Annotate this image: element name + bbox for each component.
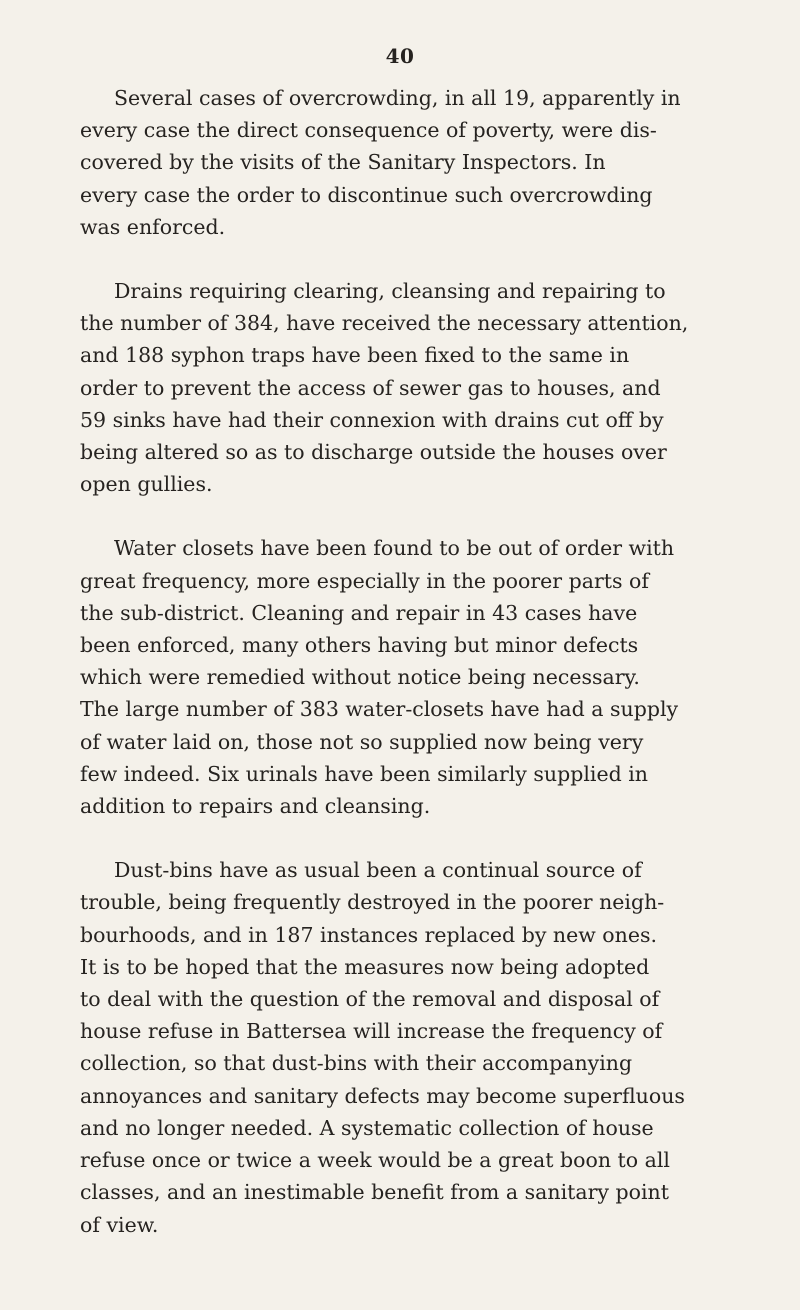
text-line: of water laid on, those not so supplied now being very — [80, 729, 644, 754]
text-line: great frequency, more especially in the poorer parts of — [80, 568, 649, 593]
text-line: covered by the visits of the Sanitary Inspectors. In — [80, 150, 606, 175]
paragraph-water-closets — [80, 532, 740, 822]
text-line: being altered so as to discharge outside the houses over — [80, 440, 667, 465]
text-line: Water closets have been found to be out of order with — [114, 536, 675, 561]
text-line: The large number of 383 water-closets have had a supply — [80, 697, 679, 722]
text-line: 59 sinks have had their connexion with drains cut off by — [80, 407, 664, 432]
text-line: house refuse in Battersea will increase the frequency of — [80, 1019, 663, 1044]
text-line: and 188 syphon traps have been fixed to the same in — [80, 343, 630, 368]
text-line: Drains requiring clearing, cleansing and repairing to — [114, 279, 666, 304]
text-line: It is to be hoped that the measures now being adopted — [80, 954, 650, 979]
text-line: and no longer needed. A systematic collection of house — [80, 1115, 654, 1140]
body-text — [80, 82, 740, 1273]
text-line: the number of 384, have received the necessary attention, — [80, 311, 689, 336]
text-line: been enforced, many others having but minor defects — [80, 633, 639, 658]
text-line: every case the direct consequence of poverty, were dis- — [80, 118, 657, 143]
text-line: trouble, being frequently destroyed in the poorer neigh- — [80, 890, 665, 915]
text-line: few indeed. Six urinals have been similarly supplied in — [80, 761, 649, 786]
paragraph-dust-bins — [80, 854, 740, 1240]
text-line: to deal with the question of the removal and disposal of — [80, 987, 660, 1012]
text-line: collection, so that dust-bins with their accompanying — [80, 1051, 633, 1076]
text-line: which were remedied without notice being necessary. — [80, 665, 640, 690]
text-line: every case the order to discontinue such overcrowding — [80, 182, 653, 207]
text-line: classes, and an inestimable benefit from a sanitary point — [80, 1180, 669, 1205]
text-line: bourhoods, and in 187 instances replaced by new ones. — [80, 922, 658, 947]
text-line: Dust-bins have as usual been a continual source of — [114, 858, 642, 883]
text-line: open gullies. — [80, 472, 213, 497]
text-line: was enforced. — [80, 214, 226, 239]
text-line: refuse once or twice a week would be a great boon to all — [80, 1148, 670, 1173]
paragraph-overcrowding — [80, 82, 740, 243]
text-line: Several cases of overcrowding, in all 19, apparently in — [114, 86, 681, 110]
paragraph-drains — [80, 275, 740, 500]
text-line: addition to repairs and cleansing. — [80, 794, 431, 819]
text-line: annoyances and sanitary defects may become superfluous — [80, 1083, 685, 1108]
text-line: order to prevent the access of sewer gas to houses, and — [80, 375, 661, 400]
text-line: the sub-district. Cleaning and repair in 43 cases have — [80, 600, 638, 625]
page-number: 40 — [385, 44, 415, 68]
text-line: of view. — [80, 1212, 159, 1237]
